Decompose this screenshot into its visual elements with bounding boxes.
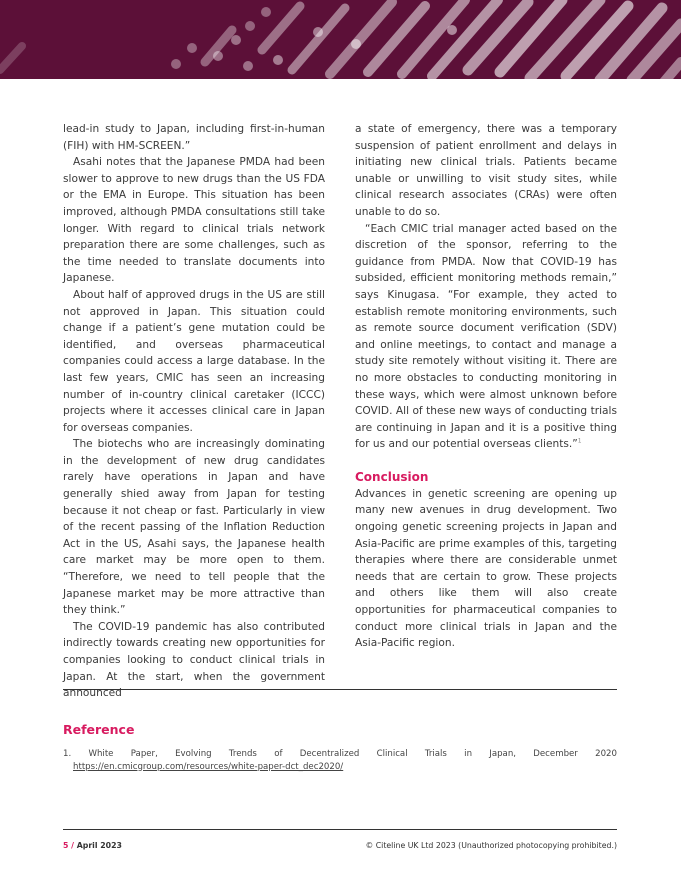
page-number: 5 bbox=[63, 841, 69, 850]
right-column bbox=[355, 121, 617, 652]
reference-heading: Reference bbox=[63, 722, 135, 737]
left-paragraph-3: About half of approved drugs in the US are still not approved in Japan. This situation could change if a patient’s gene mutation could be identified, and overseas pharmaceutical companies could access a large database. In the last few years, CMIC has seen an increasing number of in-country clinical caretaker (ICCC) projects where it accesses clinical care in Japan for overseas companies. bbox=[63, 288, 325, 434]
reference-number: 1. bbox=[63, 749, 72, 759]
footer-page-info bbox=[63, 841, 122, 850]
issue-date: April 2023 bbox=[76, 841, 122, 850]
conclusion-paragraph: Advances in genetic screening are opening up many new avenues in drug development. Two ongoing genetic screening projects in Japan and Asia-Pacific are prime examples of this, targeting therapies where there are considerable unmet needs that are certain to grow. These projects and others like them will also create opportunities for pharmaceutical companies to conduct more clinical trials in Japan and the Asia-Pacific region. bbox=[355, 487, 617, 650]
page-separator: / bbox=[68, 841, 77, 850]
right-paragraph-1: a state of emergency, there was a temporary suspension of patient enrollment and delays in initiating new clinical trials. Patients became unable or unwilling to visit study sites, while clinical research associates (CRAs) were often unable to do so. bbox=[355, 123, 617, 218]
conclusion-heading: Conclusion bbox=[355, 469, 429, 484]
header-banner bbox=[0, 0, 681, 79]
footer-divider bbox=[63, 829, 617, 830]
right-paragraph-2 bbox=[355, 221, 617, 453]
reference-text: White Paper, Evolving Trends of Decentralized Clinical Trials in Japan, December 2020 bbox=[88, 749, 617, 759]
copyright-notice: © Citeline UK Ltd 2023 (Unauthorized photocopying prohibited.) bbox=[365, 841, 617, 850]
left-paragraph-1: lead-in study to Japan, including first-in-human (FIH) with HM-SCREEN.” bbox=[63, 123, 325, 152]
left-column bbox=[63, 121, 325, 702]
footnote-marker: 1 bbox=[577, 437, 582, 445]
reference-list bbox=[63, 748, 617, 773]
right-paragraph-2-text: “Each CMIC trial manager acted based on the discretion of the sponsor, referring to the guidance from PMDA. Now that COVID-19 has subsided, efficient monitoring methods remain,” says Kinugasa. “For example, they acted to establish remote monitoring environments, such as remote source document verification (SDV) and online meetings, to contact and manage a study site remotely without visiting it. There are no more obstacles to conducting monitoring in these ways, which were almost unknown before COVID. All of these new ways of conducting trials are continuing in Japan and it is a positive thing for us and our potential overseas clients.” bbox=[355, 222, 617, 451]
left-paragraph-4: The biotechs who are increasingly dominating in the development of new drug candidates rarely have operations in Japan and have generally shied away from Japan for testing because it not cheap or fast. Particularly in view of the recent passing of the Inflation Reduction Act in the US, Asahi says, the Japanese health care market may be more open to them. “Therefore, we need to tell people that the Japanese market may be more attractive than they think.” bbox=[63, 438, 325, 617]
reference-link[interactable]: https://en.cmicgroup.com/resources/white-paper-dct_dec2020/ bbox=[73, 761, 344, 772]
left-paragraph-2: Asahi notes that the Japanese PMDA had been slower to approve to new drugs than the US FDA or the EMA in Europe. This situation has been improved, although PMDA consultations still take longer. With regard to clinical trials network preparation there are some challenges, such as the time needed to translate documents into Japanese. bbox=[63, 156, 325, 285]
reference-item bbox=[63, 748, 617, 773]
left-paragraph-5: The COVID-19 pandemic has also contributed indirectly towards creating new opportunities for companies looking to conduct clinical trials in Japan. At the start, when the government announced bbox=[63, 620, 325, 700]
reference-divider bbox=[63, 689, 617, 690]
